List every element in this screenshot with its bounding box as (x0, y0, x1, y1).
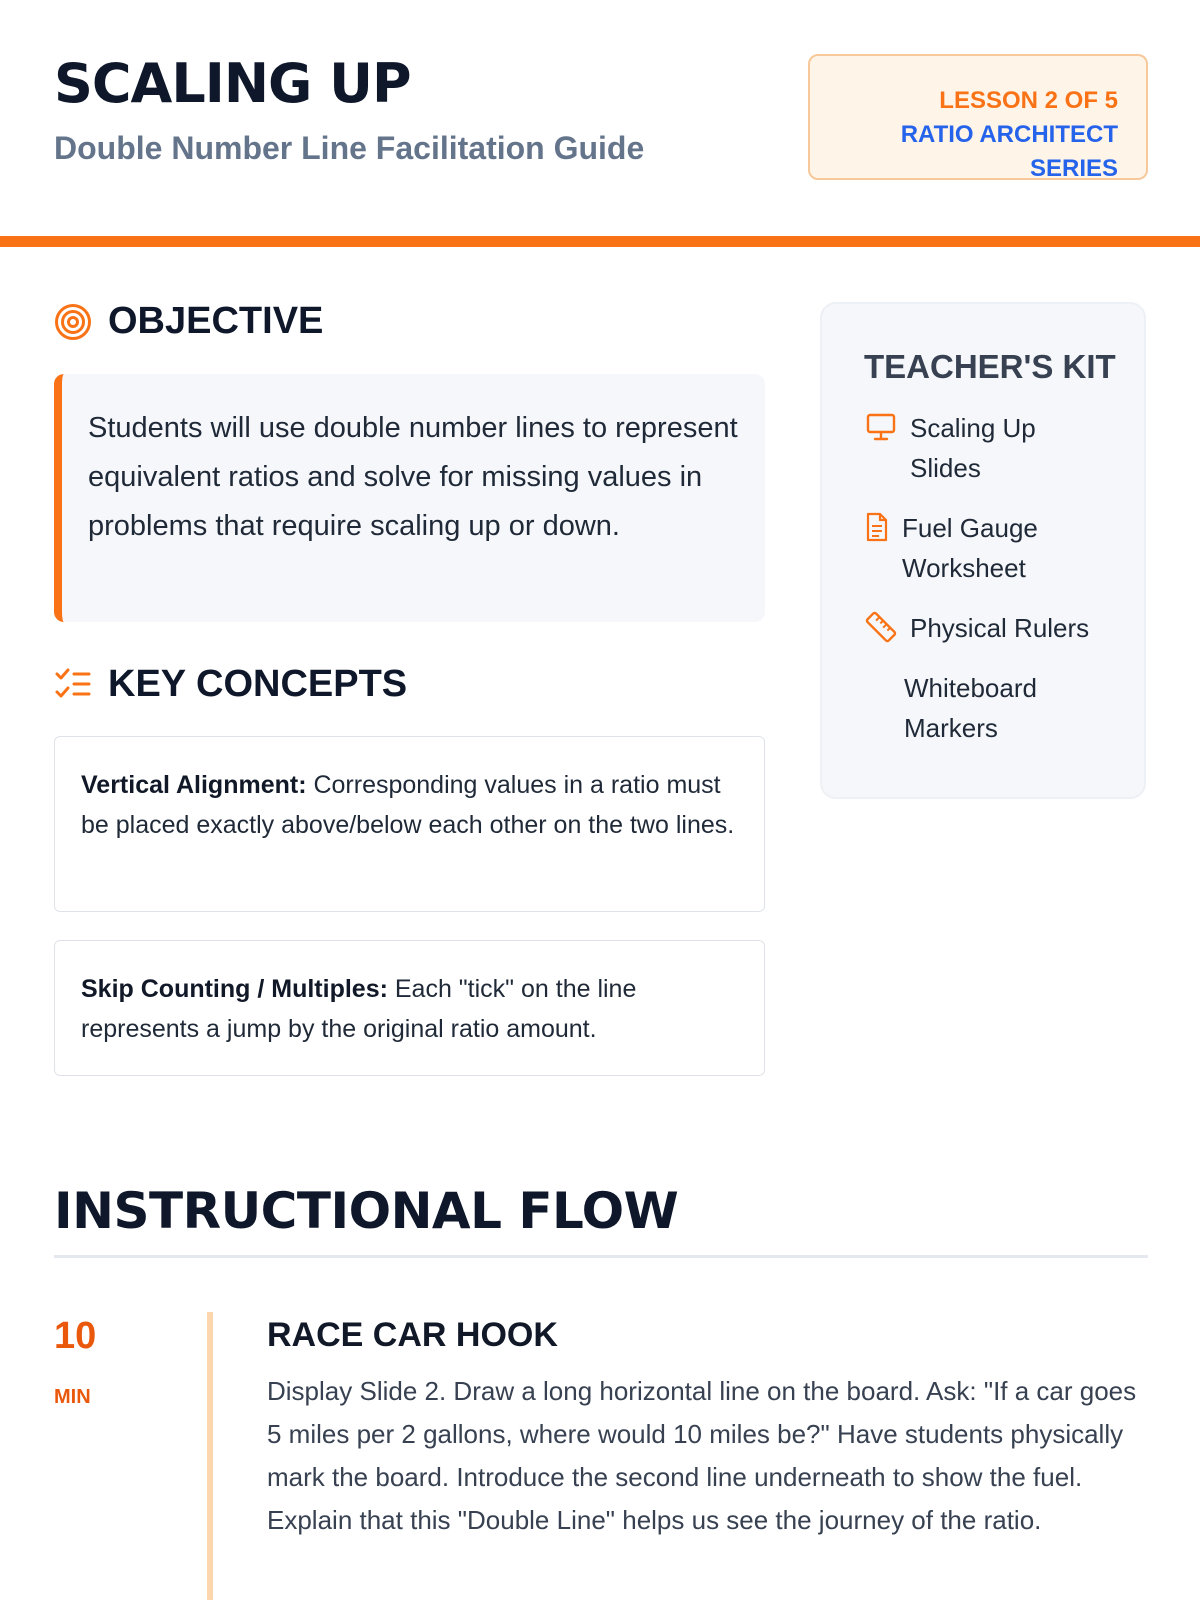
kit-item-label: Whiteboard Markers (904, 673, 1037, 743)
step-duration-unit: MIN (54, 1386, 91, 1408)
page-subtitle: Double Number Line Facilitation Guide (54, 130, 645, 166)
key-concepts-heading: KEY CONCEPTS (108, 663, 408, 705)
step-description: Display Slide 2. Draw a long horizontal line on the board. Ask: "If a car goes 5 miles per 2 gallons, where would 10 miles be?" Have students physically mark the board. Introduce the second line underneath to show the fuel. Explain that this "Double Line" helps us see the journey of the ratio. (267, 1376, 1137, 1535)
concept-term: Vertical Alignment: (81, 771, 307, 799)
objective-text: Students will use double number lines to represent equivalent ratios and solve for missing values in problems that require scaling up or down. (88, 412, 738, 542)
ruler-icon (864, 610, 898, 644)
concept-text: Corresponding values in a ratio must be placed exactly above/below each other on the two lines. (81, 771, 735, 839)
step-timeline-rail (207, 1312, 213, 1600)
kit-item-label: Scaling Up Slides (910, 413, 1036, 483)
objective-heading: OBJECTIVE (108, 300, 324, 342)
objective-heading-row (54, 300, 323, 343)
kit-item (864, 608, 1144, 648)
concept-card (54, 736, 765, 912)
concept-term: Skip Counting / Multiples: (81, 975, 388, 1003)
teachers-kit-panel (820, 302, 1146, 799)
kit-item-label: Fuel Gauge Worksheet (902, 513, 1038, 583)
kit-item-label: Physical Rulers (910, 613, 1090, 643)
target-icon (54, 303, 92, 341)
lesson-badge (808, 54, 1148, 180)
monitor-icon (864, 410, 898, 444)
page-title: SCALING UP (54, 52, 411, 115)
kit-item (864, 408, 1144, 488)
section-divider (54, 1255, 1148, 1258)
document-icon (864, 510, 890, 544)
concept-text: Each "tick" on the line represents a jump by the original ratio amount. (81, 975, 637, 1043)
series-name: RATIO ARCHITECT SERIES (900, 121, 1118, 182)
kit-item (864, 668, 1144, 748)
key-concepts-heading-row (54, 663, 407, 706)
instructional-flow-heading: INSTRUCTIONAL FLOW (54, 1182, 679, 1240)
kit-item (864, 508, 1144, 588)
step-duration: 10 (54, 1315, 97, 1357)
teachers-kit-heading: TEACHER'S KIT (864, 348, 1116, 385)
marker-icon-placeholder (864, 670, 892, 704)
step-title: RACE CAR HOOK (267, 1316, 558, 1354)
objective-box (54, 374, 765, 622)
page-header (0, 0, 1200, 236)
checklist-icon (54, 666, 92, 704)
header-accent-bar (0, 236, 1200, 247)
lesson-number: LESSON 2 OF 5 (939, 87, 1118, 114)
concept-card (54, 940, 765, 1076)
